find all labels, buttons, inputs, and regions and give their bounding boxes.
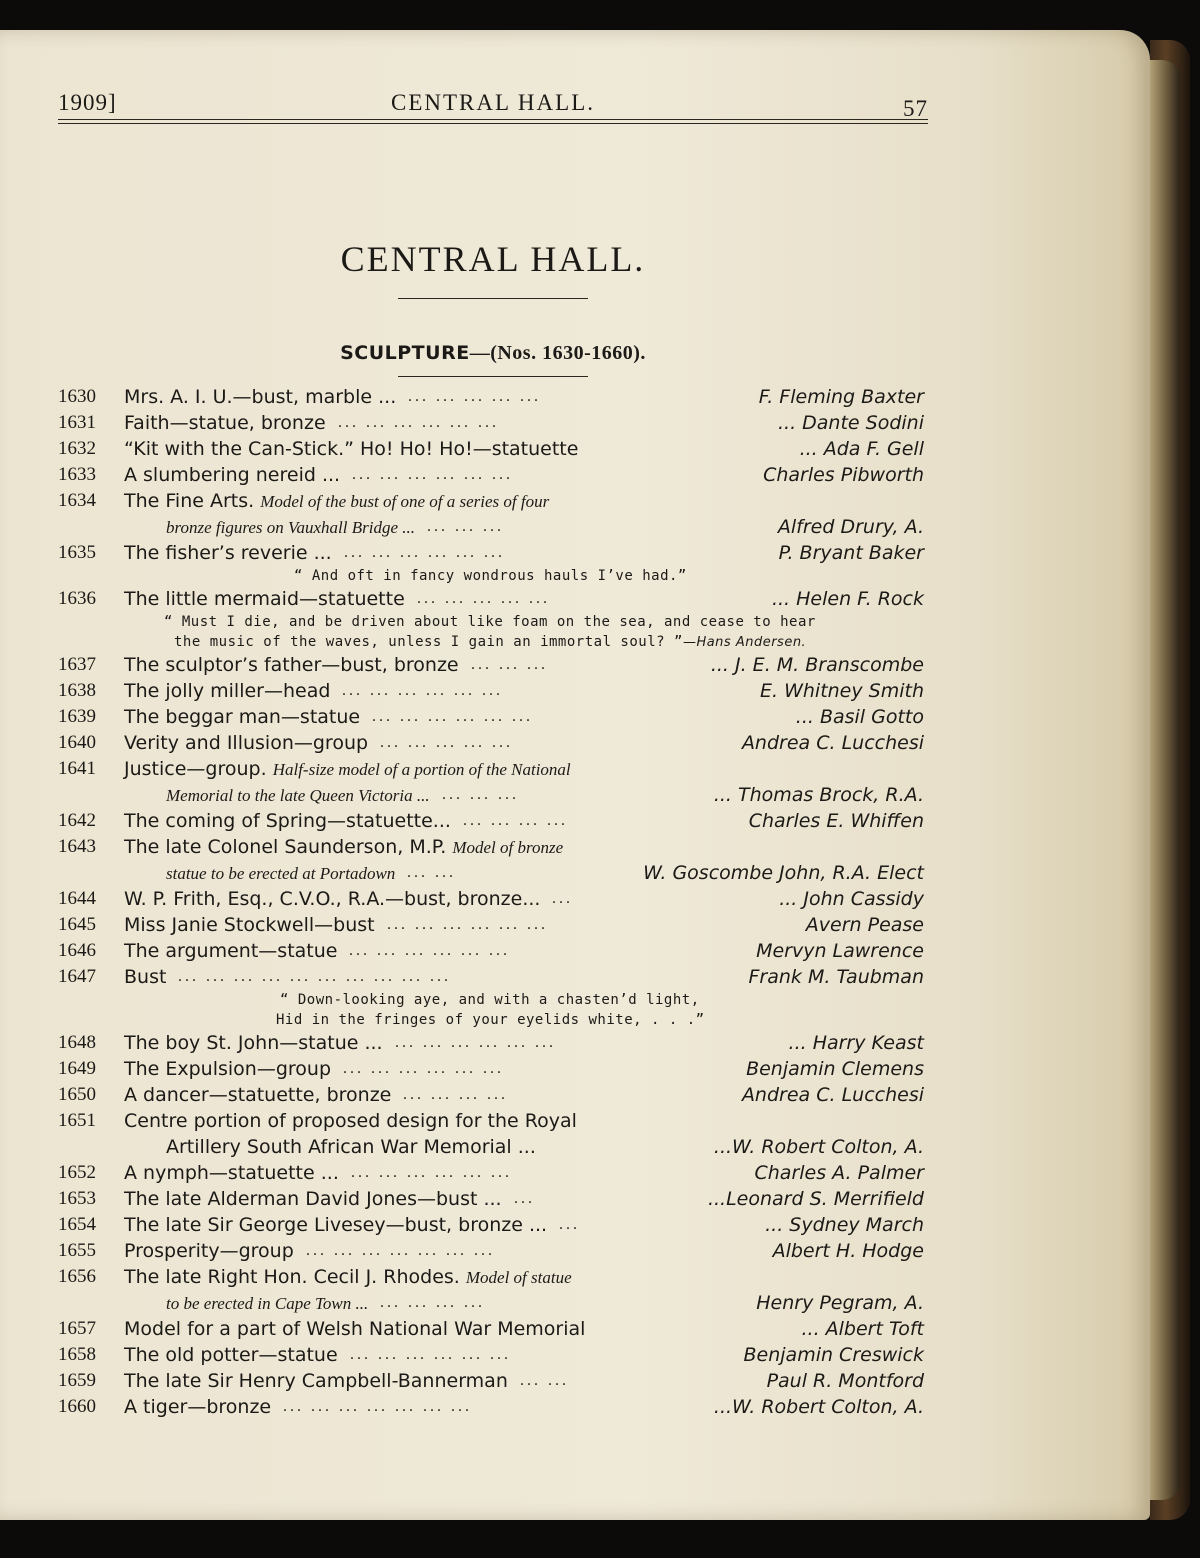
catalogue-entry	[0, 1238, 1150, 1264]
entry-line	[0, 1368, 1150, 1394]
entry-title	[124, 1316, 585, 1342]
entry-continuation-line	[0, 514, 1150, 540]
leader-dots: ... ... ... ... ...	[380, 734, 513, 751]
entry-number: 1656	[58, 1266, 96, 1287]
section-range: —(Nos. 1630-1660).	[469, 342, 646, 364]
leader-dots: ... ...	[520, 1372, 569, 1389]
entry-title	[124, 1238, 294, 1264]
entry-title	[124, 1160, 339, 1186]
catalogue-entry	[0, 540, 1150, 586]
entry-number: 1645	[58, 914, 96, 935]
entry-line	[0, 1160, 1150, 1186]
entry-quote-line	[0, 632, 1150, 652]
entry-line	[0, 1186, 1150, 1212]
entry-artist: Alfred Drury, A.	[777, 516, 924, 538]
entry-number: 1631	[58, 412, 96, 433]
entry-title-text: Mrs. A. I. U.—bust, marble ...	[124, 386, 397, 408]
entry-number: 1632	[58, 438, 96, 459]
entry-quote: the music of the waves, unless I gain an immortal soul? ”—Hans Andersen.	[174, 634, 807, 650]
entry-title	[124, 964, 166, 990]
catalogue-entry	[0, 756, 1150, 808]
entry-title	[124, 912, 375, 938]
entry-artist: P. Bryant Baker	[778, 542, 924, 564]
entry-line	[0, 912, 1150, 938]
entry-line	[0, 1056, 1150, 1082]
catalogue-entry	[0, 1056, 1150, 1082]
entry-line	[0, 834, 1150, 860]
entry-number: 1653	[58, 1188, 96, 1209]
entry-continuation	[166, 1290, 368, 1317]
entry-title-text: The fisher’s reverie ...	[124, 542, 332, 564]
entry-title	[124, 1108, 577, 1134]
entry-number: 1651	[58, 1110, 96, 1131]
catalogue-entry	[0, 808, 1150, 834]
entry-continuation	[166, 860, 395, 887]
leader-dots: ... ... ... ... ...	[417, 590, 550, 607]
entry-title-text: Bust	[124, 966, 167, 988]
entry-line	[0, 488, 1150, 514]
catalogue-entry	[0, 678, 1150, 704]
entry-title-text: The jolly miller—head	[124, 680, 331, 702]
entry-title	[124, 1394, 271, 1420]
entry-title	[124, 410, 326, 436]
section-heading-text: SCULPTURE	[340, 342, 470, 364]
leader-dots: ... ... ... ...	[463, 812, 568, 829]
entry-artist: ... Albert Toft	[801, 1318, 924, 1340]
entry-artist: Andrea C. Lucchesi	[741, 1084, 924, 1106]
entry-artist: Henry Pegram, A.	[756, 1292, 924, 1314]
entry-title	[124, 704, 360, 730]
entry-title-text: Miss Janie Stockwell—bust	[124, 914, 375, 936]
catalogue-entry	[0, 436, 1150, 462]
entry-title	[124, 436, 578, 462]
entry-continuation-text: Memorial to the late Queen Victoria ...	[166, 786, 430, 805]
entry-continuation-line	[0, 1290, 1150, 1316]
entry-number: 1644	[58, 888, 96, 909]
leader-dots: ... ... ... ... ... ...	[372, 708, 533, 725]
entry-number: 1634	[58, 490, 96, 511]
catalogue-entry	[0, 1212, 1150, 1238]
entry-continuation-line	[0, 782, 1150, 808]
entry-number: 1630	[58, 386, 96, 407]
entry-line	[0, 938, 1150, 964]
entry-title	[124, 678, 330, 704]
entry-title	[124, 488, 549, 515]
leader-dots: ... ... ...	[471, 656, 548, 673]
catalogue-entry	[0, 586, 1150, 652]
entry-quote: “ Down-looking aye, and with a chasten’d light,	[280, 992, 700, 1008]
leader-dots: ...	[552, 890, 573, 907]
entry-title-text: Justice—group.	[124, 758, 267, 780]
entry-continuation	[166, 514, 415, 541]
entry-artist: Frank M. Taubman	[748, 966, 924, 988]
entry-quote: “ And oft in fancy wondrous hauls I’ve had.”	[294, 568, 687, 584]
entry-title	[124, 586, 405, 612]
leader-dots: ... ... ... ... ... ...	[352, 466, 513, 483]
entry-title-text: A slumbering nereid ...	[124, 464, 341, 486]
leader-dots: ... ... ... ... ... ... ...	[306, 1242, 495, 1259]
entry-title	[124, 1082, 391, 1108]
catalogue-entry	[0, 488, 1150, 540]
entry-line	[0, 1394, 1150, 1420]
entry-number: 1638	[58, 680, 96, 701]
entry-number: 1640	[58, 732, 96, 753]
entry-line	[0, 1264, 1150, 1290]
leader-dots: ... ... ... ... ... ...	[338, 414, 499, 431]
entry-number: 1635	[58, 542, 96, 563]
catalogue-entry	[0, 462, 1150, 488]
entry-artist: Benjamin Clemens	[746, 1058, 924, 1080]
entry-artist: ... J. E. M. Branscombe	[710, 654, 924, 676]
entry-line	[0, 756, 1150, 782]
entry-note: Model of statue	[465, 1268, 572, 1287]
entry-line	[0, 1342, 1150, 1368]
entry-line	[0, 652, 1150, 678]
catalogue-entry	[0, 384, 1150, 410]
entry-number: 1652	[58, 1162, 96, 1183]
entry-title-text: W. P. Frith, Esq., C.V.O., R.A.—bust, bronze...	[124, 888, 541, 910]
entry-number: 1658	[58, 1344, 96, 1365]
entry-title-text: The late Sir George Livesey—bust, bronze ...	[124, 1214, 548, 1236]
catalogue-entry	[0, 1368, 1150, 1394]
entry-artist: ... Dante Sodini	[778, 412, 924, 434]
leader-dots: ... ... ... ... ... ...	[343, 1060, 504, 1077]
entry-artist: ... Harry Keast	[788, 1032, 924, 1054]
entry-title-text: Prosperity—group	[124, 1240, 294, 1262]
catalogue-entry	[0, 704, 1150, 730]
entry-artist: ... Thomas Brock, R.A.	[713, 784, 924, 806]
leader-dots: ... ... ... ... ... ...	[350, 1346, 511, 1363]
title-rule	[398, 298, 588, 299]
leader-dots: ... ... ... ... ... ...	[395, 1034, 556, 1051]
page-title: CENTRAL HALL.	[340, 239, 646, 279]
entry-title-text: A nymph—statuette ...	[124, 1162, 339, 1184]
catalogue-list	[0, 384, 1150, 1420]
entry-continuation	[166, 782, 430, 809]
entry-artist: Avern Pease	[805, 914, 924, 936]
entry-line	[0, 704, 1150, 730]
entry-number: 1647	[58, 966, 96, 987]
section-heading	[58, 342, 928, 365]
entry-title-text: Faith—statue, bronze	[124, 412, 326, 434]
entry-title	[124, 1056, 331, 1082]
entry-number: 1655	[58, 1240, 96, 1261]
entry-line	[0, 886, 1150, 912]
entry-line	[0, 1238, 1150, 1264]
entry-number: 1660	[58, 1396, 96, 1417]
entry-title-text: The late Alderman David Jones—bust ...	[124, 1188, 502, 1210]
catalogue-entry	[0, 1264, 1150, 1316]
entry-title	[124, 834, 563, 861]
catalogue-entry	[0, 886, 1150, 912]
leader-dots: ... ... ... ... ...	[408, 388, 541, 405]
leader-dots: ...	[559, 1216, 580, 1233]
catalogue-entry	[0, 1394, 1150, 1420]
entry-artist: Andrea C. Lucchesi	[741, 732, 924, 754]
catalogue-entry	[0, 730, 1150, 756]
catalogue-entry	[0, 1030, 1150, 1056]
quote-attribution: —Hans Andersen.	[682, 635, 807, 650]
page-number: 57	[903, 96, 928, 121]
entry-title-text: Centre portion of proposed design for the Royal	[124, 1110, 577, 1132]
entry-title	[124, 730, 368, 756]
entry-artist: Charles Pibworth	[763, 464, 924, 486]
entry-artist: E. Whitney Smith	[760, 680, 924, 702]
entry-number: 1642	[58, 810, 96, 831]
leader-dots: ... ... ...	[442, 786, 519, 803]
entry-title-text: The Fine Arts.	[124, 490, 255, 512]
entry-number: 1649	[58, 1058, 96, 1079]
catalogue-entry	[0, 912, 1150, 938]
entry-title-text: The boy St. John—statue ...	[124, 1032, 383, 1054]
leader-dots: ... ... ... ... ... ...	[351, 1164, 512, 1181]
book-page	[0, 30, 1150, 1520]
entry-artist: ... Ada F. Gell	[799, 438, 924, 460]
entry-quote-line	[0, 566, 1150, 586]
entry-title	[124, 808, 451, 834]
entry-title-text: A dancer—statuette, bronze	[124, 1084, 392, 1106]
entry-line	[0, 1212, 1150, 1238]
entry-title-text: The Expulsion—group	[124, 1058, 332, 1080]
header-rule	[58, 119, 928, 124]
entry-title	[124, 1342, 338, 1368]
entry-continuation-line	[0, 860, 1150, 886]
entry-artist: W. Goscombe John, R.A. Elect	[643, 862, 924, 884]
entry-number: 1643	[58, 836, 96, 857]
entry-title-text: The sculptor’s father—bust, bronze	[124, 654, 459, 676]
entry-note: Half-size model of a portion of the National	[272, 760, 571, 779]
entry-artist: F. Fleming Baxter	[758, 386, 924, 408]
entry-line	[0, 410, 1150, 436]
leader-dots: ... ... ... ... ... ... ... ... ... ...	[178, 968, 451, 985]
entry-artist: Paul R. Montford	[766, 1370, 924, 1392]
entry-title	[124, 1030, 383, 1056]
entry-continuation-text: Artillery South African War Memorial ...	[166, 1136, 536, 1158]
entry-note: Model of the bust of one of a series of four	[260, 492, 550, 511]
entry-artist: ...Leonard S. Merrifield	[707, 1188, 924, 1210]
entry-continuation-text: bronze figures on Vauxhall Bridge ...	[166, 518, 415, 537]
entry-artist: ...W. Robert Colton, A.	[713, 1396, 924, 1418]
entry-title-text: “Kit with the Can-Stick.” Ho! Ho! Ho!—statuette	[124, 438, 579, 460]
entry-number: 1650	[58, 1084, 96, 1105]
catalogue-entry	[0, 1186, 1150, 1212]
entry-line	[0, 384, 1150, 410]
entry-title	[124, 938, 337, 964]
entry-line	[0, 1082, 1150, 1108]
catalogue-entry	[0, 834, 1150, 886]
entry-title	[124, 384, 396, 410]
catalogue-entry	[0, 938, 1150, 964]
entry-number: 1659	[58, 1370, 96, 1391]
entry-title	[124, 886, 540, 912]
entry-line	[0, 540, 1150, 566]
entry-artist: ... Sydney March	[765, 1214, 924, 1236]
entry-number: 1641	[58, 758, 96, 779]
catalogue-entry	[0, 652, 1150, 678]
entry-title	[124, 1212, 547, 1238]
entry-title-text: The old potter—statue	[124, 1344, 338, 1366]
leader-dots: ... ...	[407, 864, 456, 881]
leader-dots: ...	[514, 1190, 535, 1207]
entry-number: 1646	[58, 940, 96, 961]
entry-line	[0, 586, 1150, 612]
entry-title-text: A tiger—bronze	[124, 1396, 272, 1418]
entry-continuation-text: statue to be erected at Portadown	[166, 864, 396, 883]
entry-title-text: Model for a part of Welsh National War Memorial	[124, 1318, 586, 1340]
entry-quote-line	[0, 990, 1150, 1010]
catalogue-entry	[0, 410, 1150, 436]
leader-dots: ... ... ... ... ... ...	[342, 682, 503, 699]
entry-title	[124, 1368, 508, 1394]
leader-dots: ... ... ... ...	[403, 1086, 508, 1103]
catalogue-entry	[0, 1082, 1150, 1108]
catalogue-entry	[0, 1316, 1150, 1342]
entry-title-text: The argument—statue	[124, 940, 338, 962]
entry-artist: ... Helen F. Rock	[771, 588, 924, 610]
entry-artist: Albert H. Hodge	[772, 1240, 924, 1262]
entry-line	[0, 808, 1150, 834]
entry-line	[0, 730, 1150, 756]
entry-number: 1637	[58, 654, 96, 675]
leader-dots: ... ... ... ... ... ...	[344, 544, 505, 561]
entry-artist: Benjamin Creswick	[743, 1344, 924, 1366]
entry-title-text: The beggar man—statue	[124, 706, 361, 728]
entry-line	[0, 1316, 1150, 1342]
header-year: 1909]	[58, 90, 117, 115]
entry-title	[124, 462, 340, 488]
leader-dots: ... ... ... ...	[380, 1294, 485, 1311]
entry-title	[124, 756, 571, 783]
entry-artist: ... Basil Gotto	[795, 706, 924, 728]
entry-title-text: The late Sir Henry Campbell-Bannerman	[124, 1370, 508, 1392]
entry-artist: ... John Cassidy	[779, 888, 924, 910]
entry-continuation-text: to be erected in Cape Town ...	[166, 1294, 369, 1313]
entry-title-text: The little mermaid—statuette	[124, 588, 405, 610]
entry-continuation	[166, 1134, 536, 1160]
entry-quote-line	[0, 612, 1150, 632]
entry-quote: “ Must I die, and be driven about like foam on the sea, and cease to hear	[164, 614, 816, 630]
entry-number: 1657	[58, 1318, 96, 1339]
entry-line	[0, 462, 1150, 488]
entry-line	[0, 436, 1150, 462]
header-running-title: CENTRAL HALL.	[390, 90, 595, 115]
entry-title	[124, 540, 332, 566]
entry-line	[0, 1108, 1150, 1134]
entry-artist: ...W. Robert Colton, A.	[713, 1136, 924, 1158]
entry-line	[0, 964, 1150, 990]
entry-line	[0, 1030, 1150, 1056]
entry-line	[0, 678, 1150, 704]
entry-number: 1639	[58, 706, 96, 727]
entry-number: 1633	[58, 464, 96, 485]
catalogue-entry	[0, 964, 1150, 1030]
entry-number: 1648	[58, 1032, 96, 1053]
entry-note: Model of bronze	[452, 838, 564, 857]
entry-title-text: The coming of Spring—statuette...	[124, 810, 451, 832]
entry-title-text: Verity and Illusion—group	[124, 732, 369, 754]
leader-dots: ... ... ... ... ... ... ...	[283, 1398, 472, 1415]
entry-quote-line	[0, 1010, 1150, 1030]
entry-title	[124, 1186, 502, 1212]
leader-dots: ... ... ... ... ... ...	[349, 942, 510, 959]
entry-number: 1654	[58, 1214, 96, 1235]
catalogue-entry	[0, 1160, 1150, 1186]
entry-artist: Charles A. Palmer	[754, 1162, 924, 1184]
entry-title-text: The late Colonel Saunderson, M.P.	[124, 836, 447, 858]
entry-title	[124, 1264, 572, 1291]
catalogue-entry	[0, 1342, 1150, 1368]
entry-artist: Mervyn Lawrence	[756, 940, 924, 962]
entry-number: 1636	[58, 588, 96, 609]
entry-continuation-line	[0, 1134, 1150, 1160]
catalogue-entry	[0, 1108, 1150, 1160]
entry-artist: Charles E. Whiffen	[748, 810, 924, 832]
entry-quote: Hid in the fringes of your eyelids white, . . .”	[276, 1012, 705, 1028]
leader-dots: ... ... ...	[427, 518, 504, 535]
entry-title	[124, 652, 459, 678]
entry-title-text: The late Right Hon. Cecil J. Rhodes.	[124, 1266, 460, 1288]
section-rule	[398, 376, 588, 377]
leader-dots: ... ... ... ... ... ...	[387, 916, 548, 933]
